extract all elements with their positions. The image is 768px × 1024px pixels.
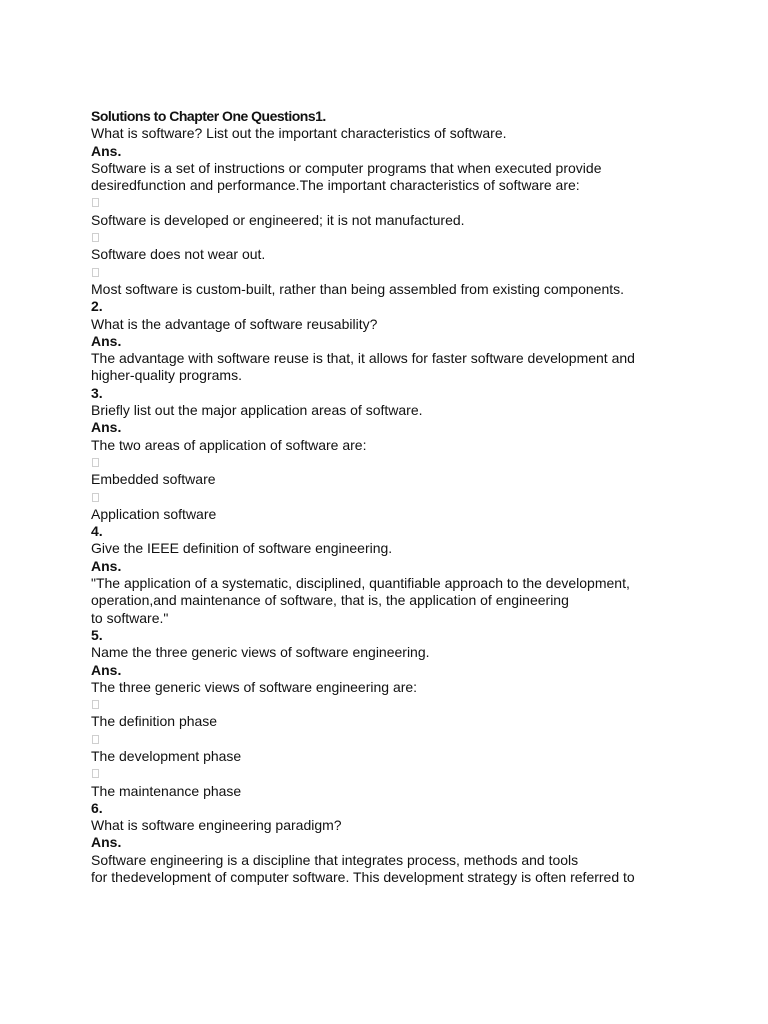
question-6-text: What is software engineering paradigm? xyxy=(91,817,342,834)
bullet-marker xyxy=(91,489,731,506)
answer-2-line: The advantage with software reuse is that, it allows for faster software development and xyxy=(91,350,635,367)
answer-4-line: to software." xyxy=(91,609,169,626)
question-4-text: Give the IEEE definition of software engineering. xyxy=(91,540,393,557)
question-2-text: What is the advantage of software reusability? xyxy=(91,315,378,332)
answer-5-bullet: The definition phase xyxy=(91,713,218,730)
answer-3-label: Ans. xyxy=(91,419,122,436)
bullet-marker xyxy=(91,229,731,246)
question-4-number: 4. xyxy=(91,523,103,540)
answer-1-label: Ans. xyxy=(91,142,122,159)
question-6-number: 6. xyxy=(91,799,103,816)
question-2-number: 2. xyxy=(91,298,103,315)
question-5-text: Name the three generic views of software engineering. xyxy=(91,644,430,661)
bullet-box-icon xyxy=(92,769,99,778)
answer-4-label: Ans. xyxy=(91,557,122,574)
document-title: Solutions to Chapter One Questions1. xyxy=(91,108,326,124)
bullet-marker xyxy=(91,454,731,471)
answer-4-line: operation,and maintenance of software, that is, the application of engineering xyxy=(91,592,569,609)
bullet-marker xyxy=(91,194,731,211)
document-body xyxy=(91,108,731,886)
answer-6-line: for thedevelopment of computer software. This development strategy is often referred to xyxy=(91,869,635,886)
bullet-box-icon xyxy=(92,493,99,502)
answer-3-line: The two areas of application of software are: xyxy=(91,436,367,453)
bullet-marker xyxy=(91,731,731,748)
question-5-number: 5. xyxy=(91,626,103,643)
bullet-box-icon xyxy=(92,735,99,744)
bullet-marker xyxy=(91,696,731,713)
bullet-box-icon xyxy=(92,198,99,207)
answer-1-bullet: Software is developed or engineered; it is not manufactured. xyxy=(91,211,465,228)
answer-3-bullet: Embedded software xyxy=(91,471,216,488)
bullet-box-icon xyxy=(92,458,99,467)
bullet-box-icon xyxy=(92,233,99,242)
bullet-marker xyxy=(91,264,731,281)
bullet-box-icon xyxy=(92,268,99,277)
answer-1-bullet: Most software is custom-built, rather than being assembled from existing components. xyxy=(91,280,625,297)
answer-5-bullet: The development phase xyxy=(91,747,242,764)
answer-2-label: Ans. xyxy=(91,332,122,349)
question-1-text: What is software? List out the important characteristics of software. xyxy=(91,125,507,142)
answer-5-line: The three generic views of software engineering are: xyxy=(91,678,418,695)
bullet-marker xyxy=(91,765,731,782)
answer-5-label: Ans. xyxy=(91,661,122,678)
answer-6-line: Software engineering is a discipline that integrates process, methods and tools xyxy=(91,851,579,868)
answer-3-bullet: Application software xyxy=(91,505,217,522)
answer-1-bullet: Software does not wear out. xyxy=(91,246,266,263)
answer-1-line: desiredfunction and performance.The important characteristics of software are: xyxy=(91,177,580,194)
answer-2-line: higher-quality programs. xyxy=(91,367,242,384)
answer-4-line: "The application of a systematic, disciplined, quantifiable approach to the development, xyxy=(91,575,630,592)
answer-1-line: Software is a set of instructions or computer programs that when executed provide xyxy=(91,159,602,176)
answer-6-label: Ans. xyxy=(91,834,122,851)
bullet-box-icon xyxy=(92,700,99,709)
answer-5-bullet: The maintenance phase xyxy=(91,782,242,799)
question-3-text: Briefly list out the major application areas of software. xyxy=(91,402,423,419)
question-3-number: 3. xyxy=(91,384,103,401)
